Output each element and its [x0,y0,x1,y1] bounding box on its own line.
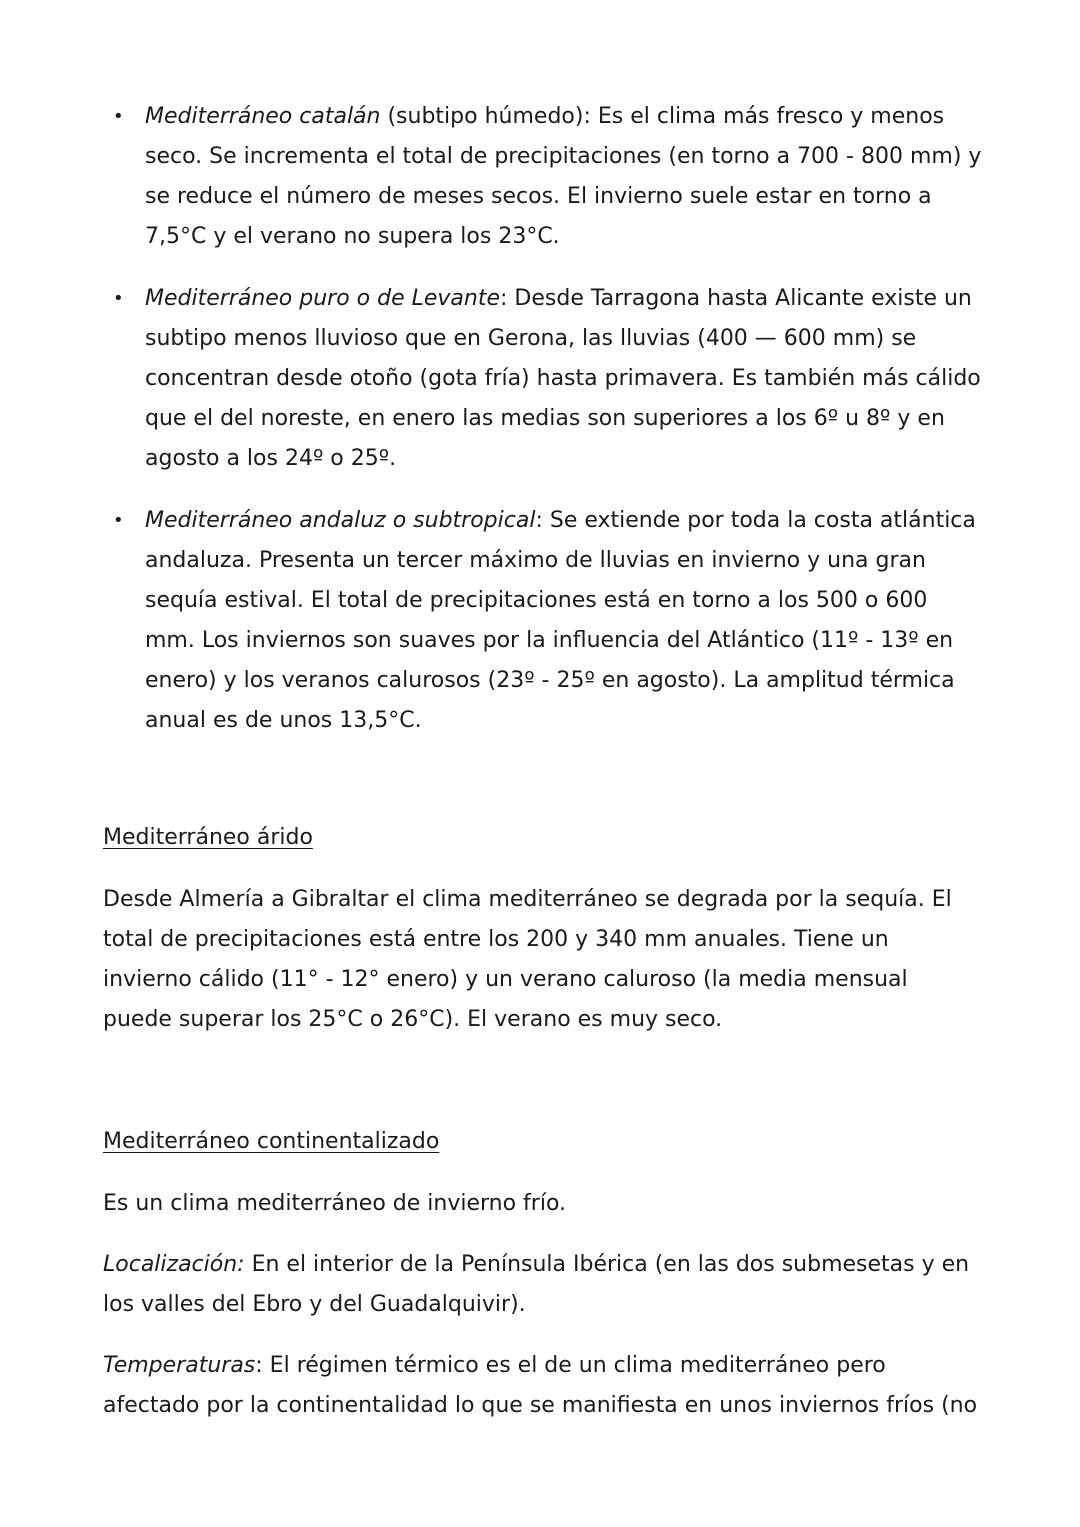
section-heading-continental: Mediterráneo continentalizado [103,1129,440,1154]
temperaturas-label: Temperaturas [103,1353,256,1378]
bullet-icon: • [113,510,124,531]
subtype-text: : Desde Tarragona hasta Alicante existe un subtipo menos lluvioso que en Gerona, las lluvias (400 — 600 mm) se concentran desde otoño (gota fría) hasta primavera. Es también más cálido que el del noreste, en enero las medias son superiores a los 6º u 8º y en agosto a los 24º o 25º. [145,286,981,471]
climate-subtypes-list [103,97,983,763]
temperaturas-paragraph [103,1346,983,1426]
list-item [103,279,983,479]
list-item [103,501,983,741]
subtype-title: Mediterráneo catalán [145,104,381,129]
section-heading-arido: Mediterráneo árido [103,825,313,850]
section-text-arido: Desde Almería a Gibraltar el clima mediterráneo se degrada por la sequía. El total de precipitaciones está entre los 200 y 340 mm anuales. Tiene un invierno cálido (11° - 12° enero) y un verano caluroso (la media mensual puede superar los 25°C o 26°C). El verano es muy seco. [103,887,952,1032]
localizacion-label: Localización: [103,1252,245,1277]
subtype-title: Mediterráneo andaluz o subtropical [145,508,536,533]
bullet-icon: • [113,288,124,309]
bullet-icon: • [113,106,124,127]
subtype-title: Mediterráneo puro o de Levante [145,286,501,311]
section-intro-continental: Es un clima mediterráneo de invierno frío. [103,1191,567,1216]
subtype-text: : Se extiende por toda la costa atlántica andaluza. Presenta un tercer máximo de lluvias en invierno y una gran sequía estival. El total de precipitaciones está en torno a los 500 o 600 mm. Los inviernos son suaves por la influencia del Atlántico (11º - 13º en enero) y los veranos calurosos (23º - 25º en agosto). La amplitud térmica anual es de unos 13,5°C. [145,508,976,733]
list-item [103,97,983,257]
localizacion-text: En el interior de la Península Ibérica (en las dos submesetas y en los valles del Ebro y del Guadalquivir). [103,1252,970,1317]
subtype-text: (subtipo húmedo): Es el clima más fresco y menos seco. Se incrementa el total de precipitaciones (en torno a 700 - 800 mm) y se reduce el número de meses secos. El invierno suele estar en torno a 7,5°C y el verano no supera los 23°C. [145,104,982,249]
temperaturas-text: : El régimen térmico es el de un clima mediterráneo pero afectado por la continentalidad lo que se manifiesta en unos inviernos fríos (no [103,1353,978,1418]
localizacion-paragraph [103,1245,983,1325]
